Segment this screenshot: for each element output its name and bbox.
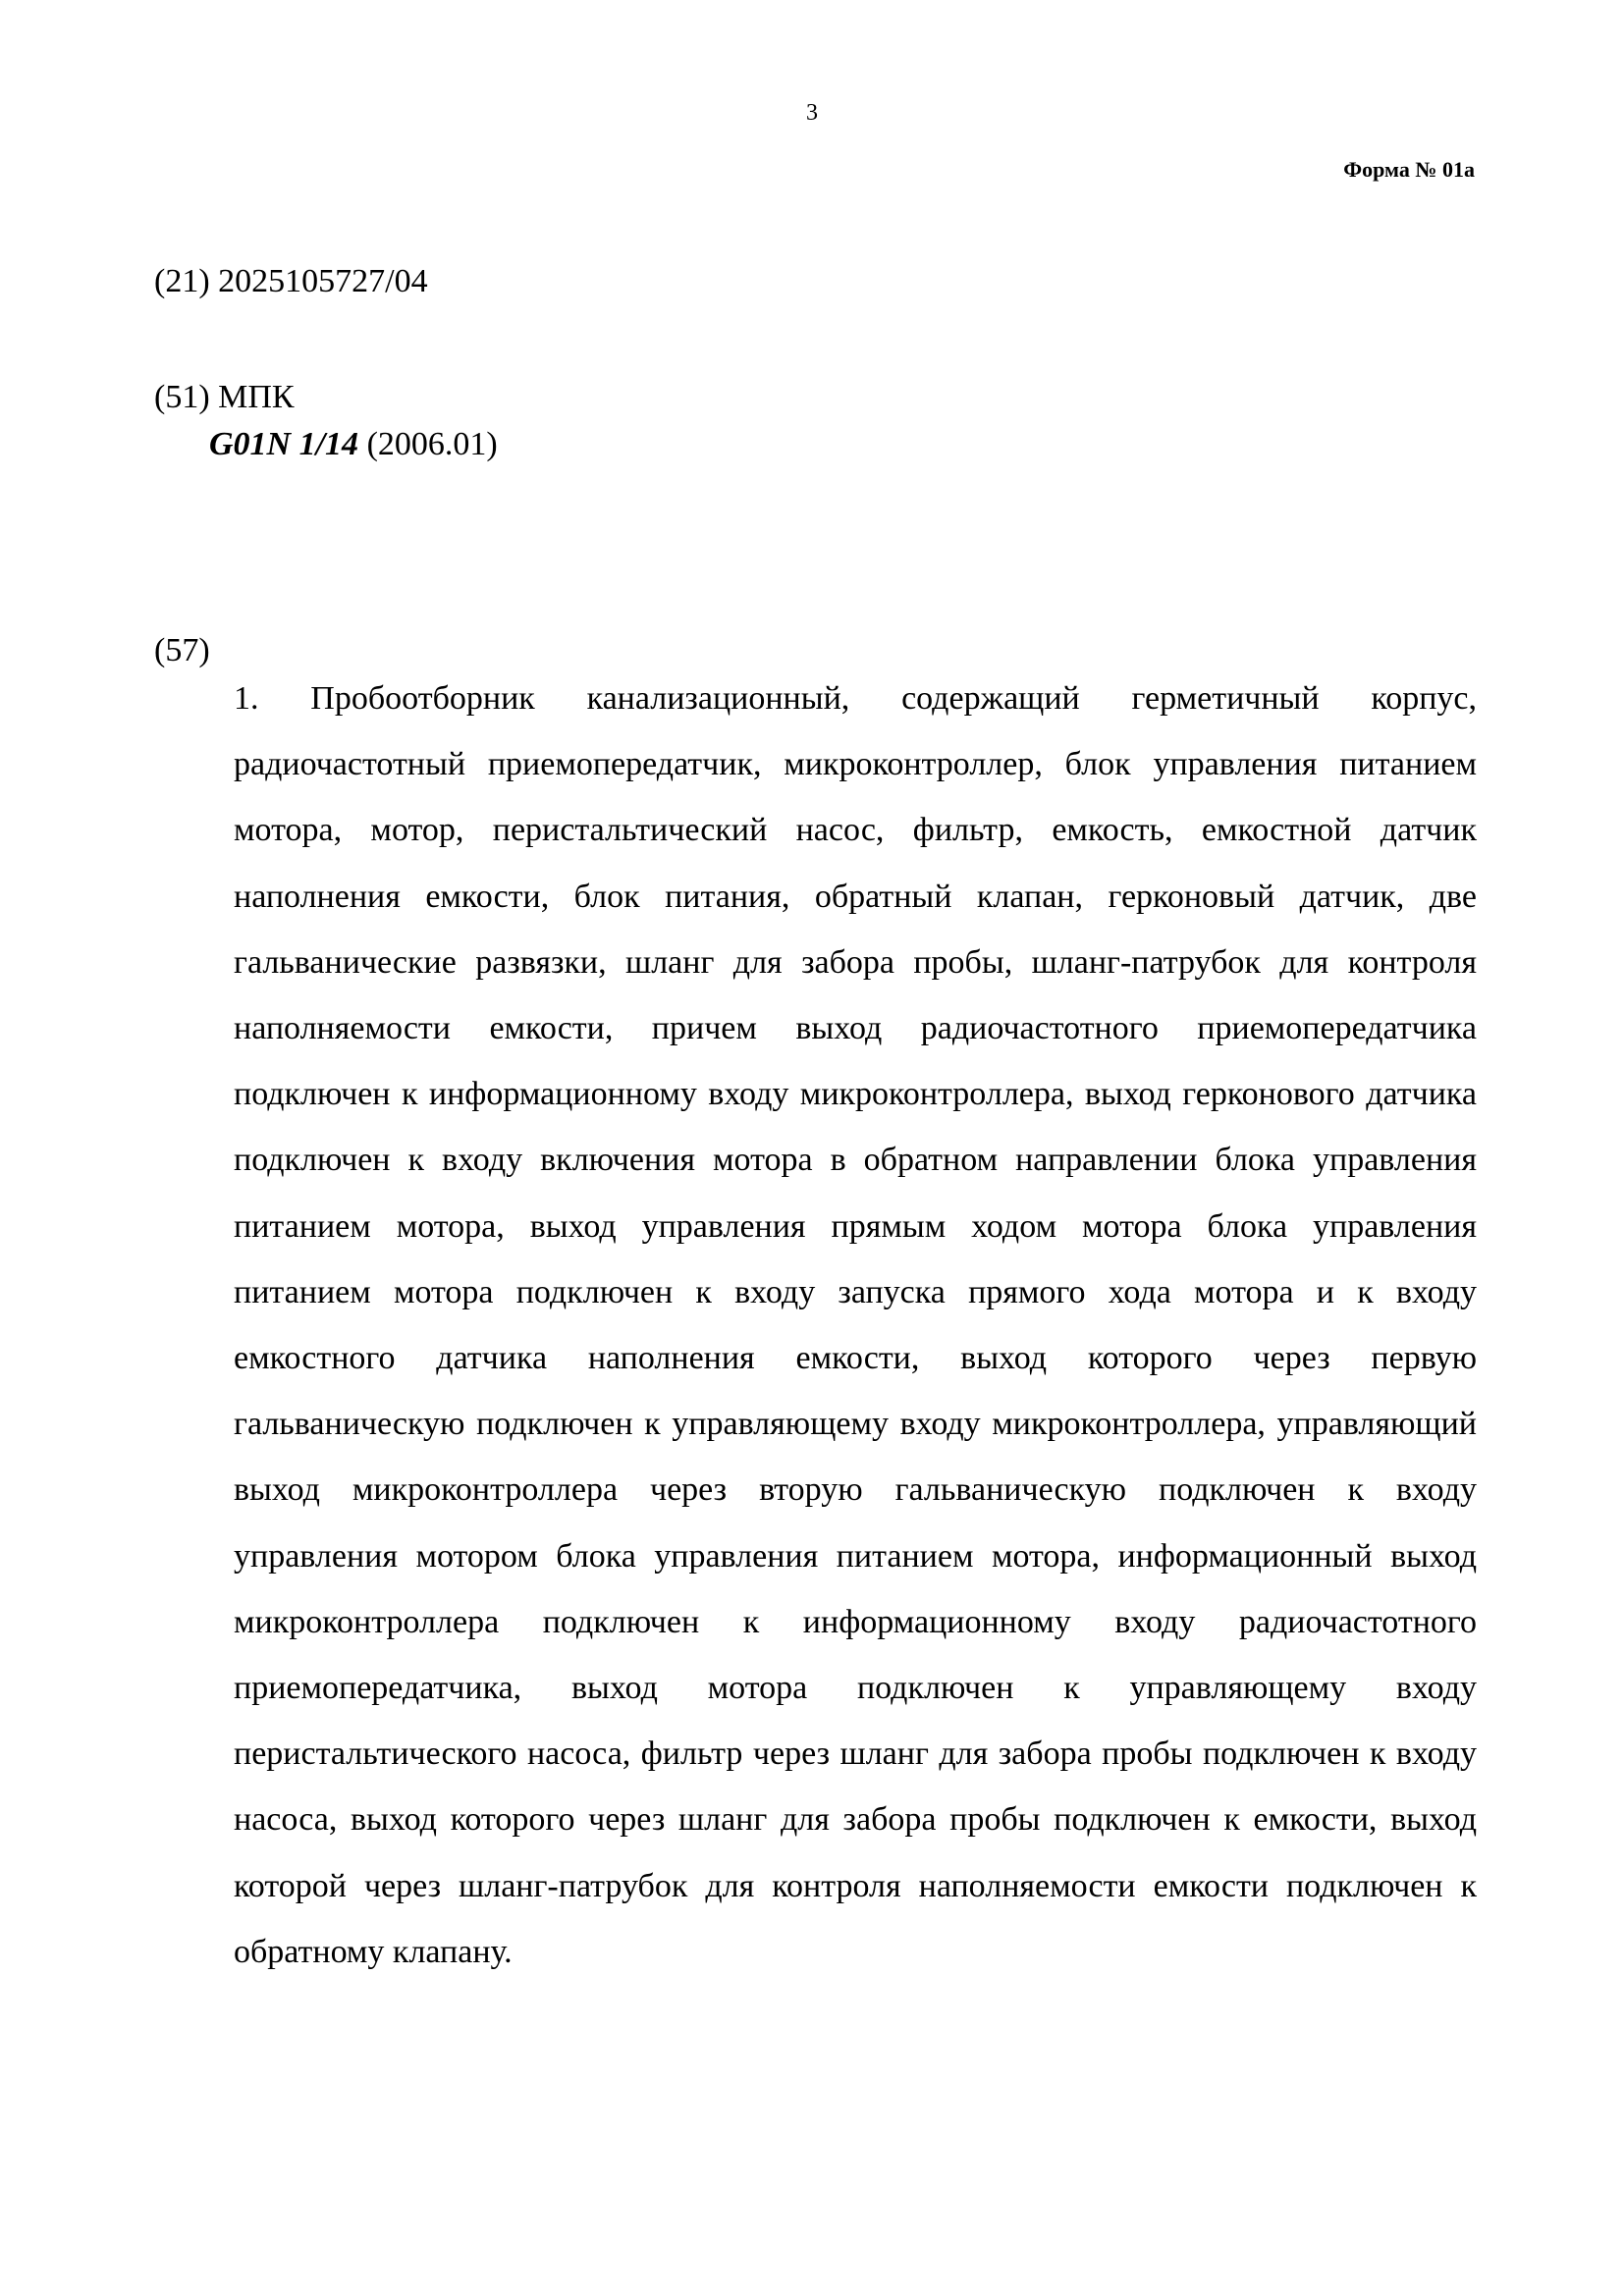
application-number: (21) 2025105727/04 bbox=[154, 263, 428, 299]
ipc-code: G01N 1/14 bbox=[209, 426, 359, 462]
claim-text: 1. Пробоотборник канализационный, содержащий герметичный корпус, радиочастотный приемопередатчик, микроконтроллер, блок управления питанием мотора, мотор, перистальтический насос, фильтр, емкость, емкостной датчик наполнения емкости, блок питания, обратный клапан, герконовый датчик, две гальванические развязки, шланг для забора пробы, шланг-патрубок для контроля наполняемости емкости, причем выход радиочастотного приемопередатчика подключен к информационному входу микроконтроллера, выход герконового датчика подключен к входу включения мотора в обратном направлении блока управления питанием мотора, выход управления прямым ходом мотора блока управления питанием мотора подключен к входу запуска прямого хода мотора и к входу емкостного датчика наполнения емкости, выход которого через первую гальваническую подключен к управляющему входу микроконтроллера, управляющий выход микроконтроллера через вторую гальваническую подключен к входу управления мотором блока управления питанием мотора, информационный выход микроконтроллера подключен к информационному входу радиочастотного приемопередатчика, выход мотора подключен к управляющему входу перистальтического насоса, фильтр через шланг для забора пробы подключен к входу насоса, выход которого через шланг для забора пробы подключен к емкости, выход которой через шланг-патрубок для контроля наполняемости емкости подключен к обратному клапану. bbox=[234, 680, 1477, 1970]
form-label: Форма № 01а bbox=[1343, 157, 1475, 182]
page-number: 3 bbox=[806, 100, 818, 126]
ipc-label: (51) МПК bbox=[154, 379, 295, 415]
ipc-version: (2006.01) bbox=[358, 426, 498, 462]
ipc-classification bbox=[209, 423, 498, 466]
abstract-label: (57) bbox=[154, 632, 210, 668]
